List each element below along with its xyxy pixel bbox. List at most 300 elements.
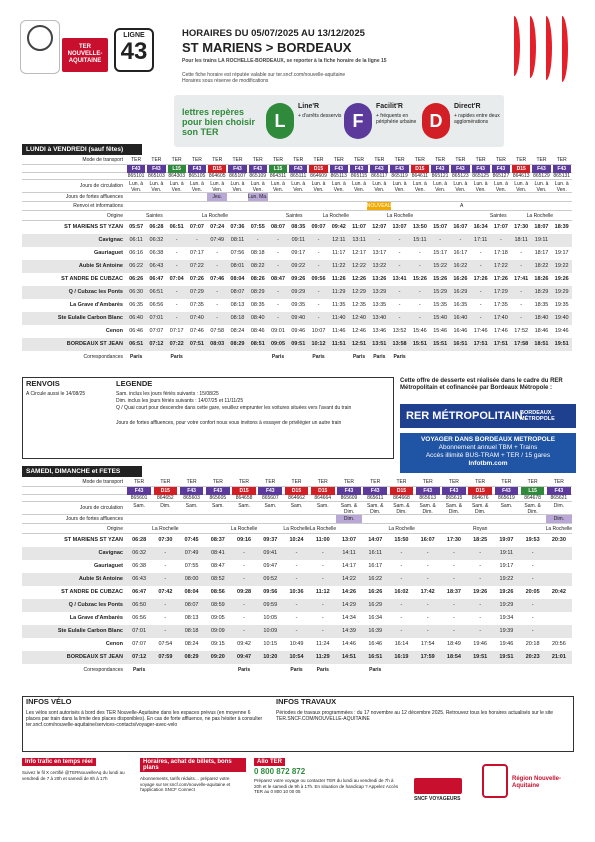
voyager-link[interactable]: Infotbm.com — [468, 460, 508, 467]
table-cell — [368, 211, 387, 220]
legende-quai: Q / Quai court pour descendre dans cette gare, veuillez emprunter les voitures situées vers l'avant du train — [116, 405, 352, 411]
table-cell: - — [453, 615, 455, 621]
table-cell: - — [398, 315, 401, 321]
table-cell: 17:26 — [473, 276, 488, 282]
line-code-badge: L15 — [521, 487, 545, 495]
table-cell: La Rochelle — [201, 213, 229, 219]
table-cell — [389, 165, 409, 172]
table-cell: - — [398, 289, 401, 295]
table-cell: Sam. — [290, 503, 303, 509]
table-cell: TER — [370, 479, 381, 485]
table-cell: - — [531, 563, 534, 569]
table-cell — [412, 202, 432, 210]
table-cell: 15:26 — [433, 276, 448, 282]
table-cell — [178, 515, 204, 523]
table-cell: TER — [317, 479, 328, 485]
table-cell: TER — [160, 479, 171, 485]
table-cell — [146, 202, 166, 210]
table-cell: 06:35 — [129, 302, 144, 308]
table-cell — [531, 351, 551, 363]
table-cell: 09:07 — [311, 224, 326, 230]
table-cell: 07:59 — [158, 654, 173, 660]
bordeaux-metropole-logo: BORDEAUX MÉTROPOLE — [520, 410, 555, 422]
table-cell — [467, 515, 493, 523]
table-cell — [283, 515, 309, 523]
table-cell: Dim. — [336, 515, 362, 523]
renvois-legende-box — [22, 377, 394, 459]
week-section-header: LUNDI à VENDREDI (sauf fêtes) — [22, 144, 142, 155]
table-cell — [228, 211, 247, 220]
footer-info-trafic — [22, 758, 132, 818]
table-cell: 11:22 — [332, 263, 346, 269]
table-cell: - — [426, 550, 429, 556]
table-cell: - — [418, 315, 421, 321]
table-cell — [205, 515, 231, 523]
table-cell — [546, 487, 572, 494]
table-cell: 14:07 — [368, 537, 383, 543]
table-cell: 10:49 — [289, 641, 304, 647]
table-cell — [369, 165, 389, 172]
table-cell: 19:11 — [499, 550, 514, 556]
table-cell: 08:01 — [230, 263, 245, 269]
legende-dim: Dim. inclus les jours fériés suivants : 14/07/25 et 11/11/25 — [116, 398, 244, 404]
table-cell: 08:59 — [210, 602, 225, 608]
table-cell — [327, 202, 347, 210]
table-cell: - — [317, 289, 320, 295]
table-cell: 15:26 — [412, 276, 427, 282]
table-cell — [432, 211, 451, 220]
table-cell: 13:52 — [392, 328, 407, 334]
table-cell: - — [295, 602, 298, 608]
table-cell: 865119 — [391, 173, 408, 179]
table-cell: Paris — [312, 354, 325, 360]
table-cell: 865105 — [188, 173, 206, 179]
table-cell — [152, 515, 178, 523]
table-cell — [307, 202, 327, 210]
table-cell: - — [439, 237, 442, 243]
table-cell: 11:29 — [315, 654, 330, 660]
table-cell: Paris — [170, 354, 183, 360]
table-cell: - — [164, 563, 167, 569]
table-cell — [415, 515, 441, 523]
table-cell — [430, 165, 450, 172]
table-cell: 18:46 — [534, 328, 549, 334]
table-cell: - — [164, 602, 167, 608]
table-cell: 08:24 — [184, 641, 199, 647]
table-cell: - — [531, 602, 534, 608]
table-cell: 20:56 — [551, 641, 566, 647]
table-cell: 06:51 — [169, 224, 184, 230]
table-cell: 07:49 — [210, 237, 225, 243]
table-cell: 18:26 — [534, 276, 549, 282]
table-cell: Lun. à Ven. — [311, 181, 326, 193]
table-cell: 08:04 — [230, 276, 245, 282]
row-label: Ste Eulalie Carbon Blanc — [57, 628, 123, 634]
table-cell: 08:52 — [210, 576, 225, 582]
row-label: La Grave d'Ambarès — [69, 302, 123, 308]
table-cell — [519, 524, 545, 533]
swoosh-decoration-3 — [540, 16, 552, 80]
table-cell — [283, 487, 309, 494]
table-cell — [531, 193, 551, 201]
table-cell: 07:49 — [184, 550, 199, 556]
table-cell: - — [531, 628, 534, 634]
table-cell: - — [453, 628, 455, 634]
table-cell — [432, 202, 452, 210]
table-cell: Sam. — [211, 503, 224, 509]
table-cell: - — [175, 263, 178, 269]
weekend-section-header: SAMEDI, DIMANCHE et FETES — [22, 466, 142, 477]
table-cell: 07:22 — [190, 263, 204, 269]
table-row — [22, 202, 572, 211]
line-code-badge: F43 — [416, 487, 440, 495]
table-row — [22, 312, 572, 325]
row-label: Gauriaguet — [93, 563, 123, 569]
table-cell: Paris — [237, 667, 251, 673]
table-cell: - — [400, 563, 403, 569]
table-cell: 10:12 — [311, 341, 326, 347]
table-cell — [546, 664, 572, 676]
table-cell: La Rochelle — [309, 526, 337, 532]
row-label — [22, 495, 126, 501]
table-cell: 17:51 — [493, 341, 508, 347]
table-cell: - — [400, 628, 403, 634]
table-cell: 11:07 — [352, 224, 366, 230]
table-cell: - — [175, 315, 178, 321]
sncf-logo — [412, 758, 472, 818]
table-cell: - — [175, 289, 178, 295]
table-cell — [231, 515, 257, 523]
table-cell — [349, 165, 369, 172]
table-cell: 19:26 — [554, 276, 569, 282]
table-cell: 11:51 — [331, 341, 346, 347]
table-cell — [268, 165, 288, 172]
table-cell: 09:59 — [263, 602, 278, 608]
table-cell: - — [479, 563, 482, 569]
line-code-badge: F43 — [350, 165, 368, 173]
row-label: Jours de circulation — [79, 505, 123, 511]
table-cell — [388, 487, 414, 494]
weekend-timetable — [22, 478, 572, 676]
table-cell: 864662 — [288, 495, 305, 501]
swoosh-decoration-1 — [508, 16, 520, 76]
table-cell: - — [398, 250, 401, 256]
table-cell: - — [453, 563, 455, 569]
table-cell: 16:29 — [368, 602, 383, 608]
table-cell: 15:11 — [413, 237, 427, 243]
allo-ter-phone[interactable]: 0 800 872 872 — [254, 767, 306, 776]
table-cell — [266, 211, 285, 220]
table-cell: 19:40 — [554, 315, 569, 321]
rer-intro: Cette offre de desserte est réalisée dans le cadre du RER Métropolitain et cofinancée par Bordeaux Métropole : — [400, 378, 563, 391]
table-cell: 865131 — [553, 173, 571, 179]
table-cell — [187, 351, 207, 363]
table-cell — [349, 193, 369, 201]
infos-travaux-title: INFOS TRAVAUX — [276, 697, 337, 706]
table-cell: 09:01 — [271, 328, 285, 334]
table-cell — [552, 193, 572, 201]
voyager-banner — [400, 433, 576, 473]
table-row — [22, 612, 572, 625]
table-cell: 864609 — [310, 173, 327, 179]
row-label: Ste Eulalie Carbon Blanc — [57, 315, 123, 321]
table-cell: 17:07 — [493, 224, 508, 230]
table-cell: Sam. & Dim. — [340, 503, 358, 515]
table-cell: Paris — [393, 354, 406, 360]
facilit-r-icon: F — [344, 103, 372, 139]
table-cell: 20:23 — [525, 654, 540, 660]
table-cell: 865111 — [290, 173, 307, 179]
region-shield-icon — [482, 764, 508, 798]
table-cell: 10:36 — [289, 589, 304, 595]
line-code-badge: F43 — [495, 487, 519, 495]
line-code-badge: D15 — [512, 165, 530, 173]
table-cell: 16:22 — [453, 263, 468, 269]
facilit-r-name: Facilit'R — [376, 103, 403, 110]
table-cell: - — [175, 237, 178, 243]
table-cell: 12:22 — [352, 263, 366, 269]
table-cell: TER — [252, 157, 263, 163]
table-cell: 11:40 — [332, 315, 346, 321]
table-cell: 16:29 — [453, 289, 468, 295]
table-cell: 07:12 — [132, 654, 147, 660]
table-cell: 13:26 — [372, 276, 387, 282]
table-cell: - — [243, 615, 245, 621]
line-code-badge: D15 — [411, 165, 429, 173]
table-cell — [450, 165, 470, 172]
row-label: Origine — [106, 213, 123, 219]
table-cell — [183, 211, 202, 220]
table-cell: Sam. & Dim. — [471, 503, 489, 515]
table-cell: Lun. à Ven. — [352, 181, 366, 193]
row-label: Renvoi et informations — [73, 203, 123, 209]
table-cell: Sam. & Dim. — [524, 503, 541, 515]
table-cell: 07:46 — [190, 328, 204, 334]
table-cell: TER — [293, 157, 304, 163]
table-cell: 09:35 — [291, 302, 306, 308]
table-cell: 15:46 — [412, 328, 427, 334]
table-cell — [207, 351, 227, 363]
table-cell: 21:01 — [551, 654, 566, 660]
table-cell — [126, 515, 152, 523]
table-cell: 07:07 — [189, 224, 204, 230]
ter-nouvelle-aquitaine-badge: TER NOUVELLE-AQUITAINE — [62, 38, 108, 72]
table-cell: - — [520, 263, 523, 269]
table-cell: - — [216, 302, 219, 308]
voyager-line-2: Abonnement annuel TBM + Trains — [438, 444, 538, 451]
table-cell — [310, 515, 336, 523]
table-cell: TER — [272, 157, 283, 163]
voyager-line-3: Accès illimité BUS-TRAM + TER / 15 gares — [425, 452, 551, 459]
table-cell: - — [175, 302, 178, 308]
table-cell — [520, 664, 546, 676]
line-code-badge: F43 — [532, 165, 550, 173]
line-code-badge: D15 — [311, 487, 335, 495]
table-cell: 865109 — [249, 173, 267, 179]
table-cell: 16:46 — [368, 641, 383, 647]
table-cell — [391, 202, 411, 210]
table-cell: 07:55 — [250, 224, 265, 230]
table-cell: TER — [333, 157, 344, 163]
table-cell — [552, 202, 572, 210]
swoosh-decoration-2 — [524, 16, 536, 78]
table-cell: 08:29 — [250, 289, 265, 295]
table-cell — [512, 202, 532, 210]
table-cell — [207, 165, 227, 172]
table-cell: 09:05 — [210, 615, 225, 621]
table-cell — [178, 487, 204, 494]
table-cell: 06:30 — [129, 289, 144, 295]
table-cell: 06:56 — [132, 615, 146, 621]
row-label: Cenon — [105, 641, 123, 647]
table-cell: Sam. — [316, 503, 329, 509]
line-code-badge: F43 — [258, 487, 282, 495]
table-cell: - — [216, 250, 219, 256]
footer-allo-ter — [254, 758, 404, 818]
table-cell — [179, 524, 205, 533]
table-cell: 865619 — [498, 495, 515, 501]
table-cell: La Rochelle — [230, 526, 258, 532]
table-cell: 07:04 — [169, 276, 184, 282]
table-cell: 17:40 — [494, 315, 508, 321]
table-cell: - — [277, 302, 279, 308]
line-code-badge: F43 — [249, 165, 267, 173]
table-cell: Lun. à Ven. — [514, 181, 529, 193]
table-cell — [410, 351, 430, 363]
table-row — [22, 560, 572, 573]
table-cell: 865101 — [127, 173, 145, 179]
table-cell — [167, 193, 187, 201]
line-code-badge: F43 — [180, 487, 204, 495]
table-cell: 06:40 — [129, 315, 144, 321]
table-cell: 864678 — [524, 495, 541, 501]
line-code-badge: F43 — [370, 165, 388, 173]
table-cell: - — [520, 250, 523, 256]
table-cell — [186, 202, 206, 210]
table-cell: 12:46 — [352, 328, 366, 334]
table-cell: Royan — [473, 526, 488, 532]
line-code-badge: D15 — [154, 487, 178, 495]
table-cell: 18:07 — [534, 224, 549, 230]
table-cell: 17:59 — [420, 654, 435, 660]
table-cell: 16:34 — [473, 224, 488, 230]
line-code-badge: F43 — [472, 165, 490, 173]
table-cell: - — [426, 602, 429, 608]
table-cell: 06:38 — [132, 563, 146, 569]
table-cell: 06:16 — [129, 250, 144, 256]
table-cell: 06:11 — [129, 237, 143, 243]
route-title: ST MARIENS > BORDEAUX — [182, 40, 352, 55]
legende-title: LEGENDE — [116, 379, 153, 388]
table-cell: - — [196, 237, 198, 243]
table-cell: 15:22 — [433, 263, 447, 269]
table-cell: 09:46 — [291, 328, 306, 334]
table-cell: TER — [151, 157, 162, 163]
table-cell — [546, 625, 572, 638]
row-label: Gauriaguet — [93, 250, 123, 256]
legende-affluence: Jours de fortes affluences, pour votre confort nous vous invitons à essayer de privilégier un autre train — [116, 420, 342, 426]
table-cell: 865611 — [367, 495, 384, 501]
table-cell — [126, 487, 152, 494]
table-cell: TER — [212, 157, 223, 163]
table-cell: - — [321, 602, 324, 608]
table-cell: - — [321, 550, 324, 556]
line-code-badge: D15 — [208, 165, 226, 173]
table-cell: - — [453, 550, 455, 556]
table-cell — [362, 487, 388, 494]
table-cell: Paris — [316, 667, 329, 673]
note-validity: Cette fiche horaire est réputée valable sur ter.sncf.com/nouvelle-aquitaine — [182, 72, 346, 78]
table-cell: 865125 — [472, 173, 489, 179]
table-cell — [441, 524, 467, 533]
table-cell — [546, 573, 572, 586]
table-cell: 11:29 — [332, 289, 346, 295]
table-cell: Sam. — [238, 503, 250, 509]
table-cell: - — [531, 615, 534, 621]
table-cell: - — [295, 563, 298, 569]
table-cell — [388, 664, 414, 676]
table-cell: - — [321, 576, 324, 582]
table-cell: 10:09 — [263, 628, 278, 634]
table-cell: 09:17 — [291, 250, 306, 256]
table-cell — [389, 193, 409, 201]
table-row — [22, 234, 572, 247]
horaires-text: Abonnements, tarifs réduits… préparez votre voyage sur ter.sncf.com/nouvelle-aquitaine et l'application SNCF Connect — [140, 776, 231, 792]
table-cell — [126, 211, 145, 220]
table-cell — [511, 351, 531, 363]
table-cell: 19:46 — [499, 641, 514, 647]
table-cell: 18:35 — [534, 302, 549, 308]
table-cell: 09:41 — [263, 550, 278, 556]
table-cell — [257, 664, 283, 676]
table-cell: Lun. à Ven. — [129, 181, 144, 193]
table-cell: 11:46 — [332, 328, 346, 334]
table-cell: 07:17 — [169, 328, 184, 334]
table-cell: 864676 — [471, 495, 489, 501]
table-cell: 09:28 — [237, 589, 252, 595]
facilit-r-desc: + fréquents en périphérie urbaine — [376, 113, 417, 125]
table-cell: - — [418, 302, 421, 308]
table-cell — [227, 193, 247, 201]
table-cell: 08:18 — [184, 628, 199, 634]
table-cell: TER — [396, 479, 407, 485]
table-cell: 18:40 — [534, 315, 549, 321]
table-cell: TER — [212, 479, 223, 485]
swoosh-decoration-4 — [556, 16, 568, 82]
ligne-label: LIGNE — [123, 32, 145, 39]
table-cell — [146, 165, 166, 172]
table-cell: - — [243, 576, 245, 582]
table-cell: 09:47 — [263, 563, 278, 569]
table-cell: 07:35 — [190, 302, 204, 308]
table-cell: 09:56 — [263, 589, 278, 595]
row-label: Mode de transport — [82, 479, 123, 485]
table-cell: 07:26 — [189, 276, 204, 282]
table-cell: - — [531, 550, 534, 556]
table-row — [22, 599, 572, 612]
table-cell: Lun. à Ven. — [554, 181, 569, 193]
table-row — [22, 325, 572, 338]
table-cell: TER — [422, 479, 433, 485]
table-cell: 865615 — [445, 495, 463, 501]
table-cell: 16:19 — [394, 654, 409, 660]
table-cell: 865609 — [340, 495, 358, 501]
table-cell: 19:51 — [554, 341, 569, 347]
row-label: Cavignac — [98, 237, 123, 243]
table-cell — [187, 165, 207, 172]
table-row — [22, 165, 572, 173]
table-cell — [492, 202, 512, 210]
